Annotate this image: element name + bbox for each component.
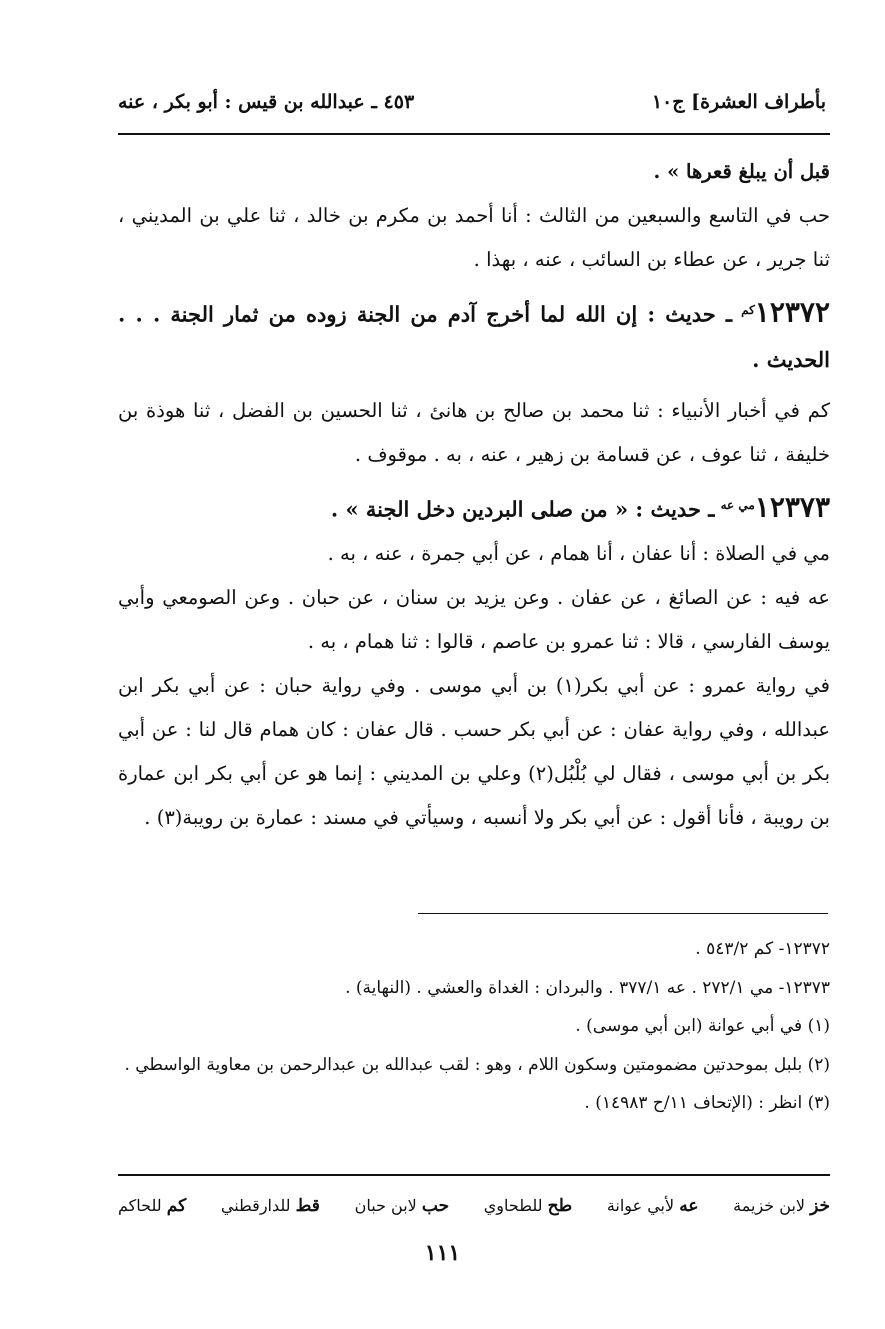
- hadith-number: ١٢٣٧٣: [754, 490, 830, 523]
- hadith-title: ـ حديث : إن الله لما أخرج آدم من الجنة زوده من ثمار الجنة . . . الحديث .: [118, 301, 830, 372]
- footnote-2: (٢) بلبل بموحدتين مضمومتين وسكون اللام ، وهو : لقب عبدالله بن عبدالرحمن بن معاوية الواسطي .: [124, 1054, 830, 1075]
- header-section-title: ٤٥٣ ـ عبدالله بن قيس : أبو بكر ، عنه: [118, 91, 415, 113]
- abbrev-item: خز لابن خزيمة: [733, 1196, 830, 1216]
- hadith-siglum: مي عه: [720, 497, 755, 512]
- hadith-title: ـ حديث : « من صلى البردين دخل الجنة » .: [330, 496, 715, 521]
- page-number: ١١١: [424, 1240, 461, 1266]
- header-rule: [118, 133, 830, 135]
- abbrev-item: طح للطحاوي: [483, 1196, 573, 1216]
- paragraph-continuation: قبل أن يبلغ قعرها » .: [653, 160, 830, 183]
- footnote-12373: ١٢٣٧٣- مي ٢٧٢/١ . عه ٣٧٧/١ . والبردان : الغداة والعشي . (النهاية) .: [345, 977, 830, 998]
- footnote-separator: [418, 913, 828, 914]
- paragraph-source-abu-awana: عه فيه : عن الصائغ ، عن عفان . وعن يزيد بن سنان ، عن حبان . وعن الصومعي وأبي يوسف الفارسي ، قالا : ثنا عمرو بن عاصم ، قالوا : ثنا همام ، به .: [118, 586, 830, 653]
- abbrev-item: قط للدارقطني: [220, 1196, 320, 1216]
- hadith-heading-12373: [118, 483, 830, 533]
- paragraph-source-hibban: حب في التاسع والسبعين من الثالث : أنا أحمد بن مكرم بن خالد ، ثنا علي بن المديني ، ثنا جرير ، عن عطاء بن السائب ، عنه ، بهذا .: [118, 204, 830, 271]
- abbreviations-rule: [118, 1174, 830, 1176]
- footnotes: [118, 930, 830, 1123]
- hadith-heading-12372: [118, 288, 830, 383]
- abbrev-item: حب لابن حبان: [354, 1196, 450, 1216]
- paragraph-narration-notes: في رواية عمرو : عن أبي بكر(١) بن أبي موسى . وفي رواية حبان : عن أبي بكر ابن عبدالله ، وفي رواية عفان : عن أبي بكر حسب . قال عفان : كان همام قال لنا : عن أبي بكر بن أبي موسى ، فقال لي بُلْبُل(٢) وعلي بن المديني : إنما هو عن أبي بكر ابن عمارة بن رويبة ، فأنا أقول : عن أبي بكر ولا أنسبه ، وسيأتي في مسند : عمارة بن رويبة(٣) .: [118, 674, 830, 829]
- abbreviations-key: [118, 1186, 830, 1226]
- abbrev-item: كم للحاكم: [118, 1196, 187, 1216]
- footnote-1: (١) في أبي عوانة (ابن أبي موسى) .: [575, 1016, 830, 1036]
- hadith-number: ١٢٣٧٢: [754, 295, 830, 329]
- footnote-3: (٣) انظر : (الإتحاف ١١/ح ١٤٩٨٣) .: [584, 1093, 830, 1113]
- abbrev-item: عه لأبي عوانة: [606, 1196, 699, 1216]
- footnote-12372: ١٢٣٧٢- كم ٥٤٣/٢ .: [695, 939, 830, 959]
- running-header: [118, 84, 826, 120]
- header-book-title: بأطراف العشرة] ج١٠: [651, 91, 826, 113]
- hadith-siglum: كم: [741, 303, 755, 317]
- paragraph-source-hakim: كم في أخبار الأنبياء : ثنا محمد بن صالح بن هانئ ، ثنا الحسين بن الفضل ، ثنا هوذة بن خليفة ، ثنا عوف ، عن قسامة بن زهير ، عنه ، به . موقوف .: [118, 398, 830, 466]
- paragraph-source-darimi: مي في الصلاة : أنا عفان ، أنا همام ، عن أبي جمرة ، عنه ، به .: [327, 542, 830, 565]
- main-text: [118, 150, 830, 840]
